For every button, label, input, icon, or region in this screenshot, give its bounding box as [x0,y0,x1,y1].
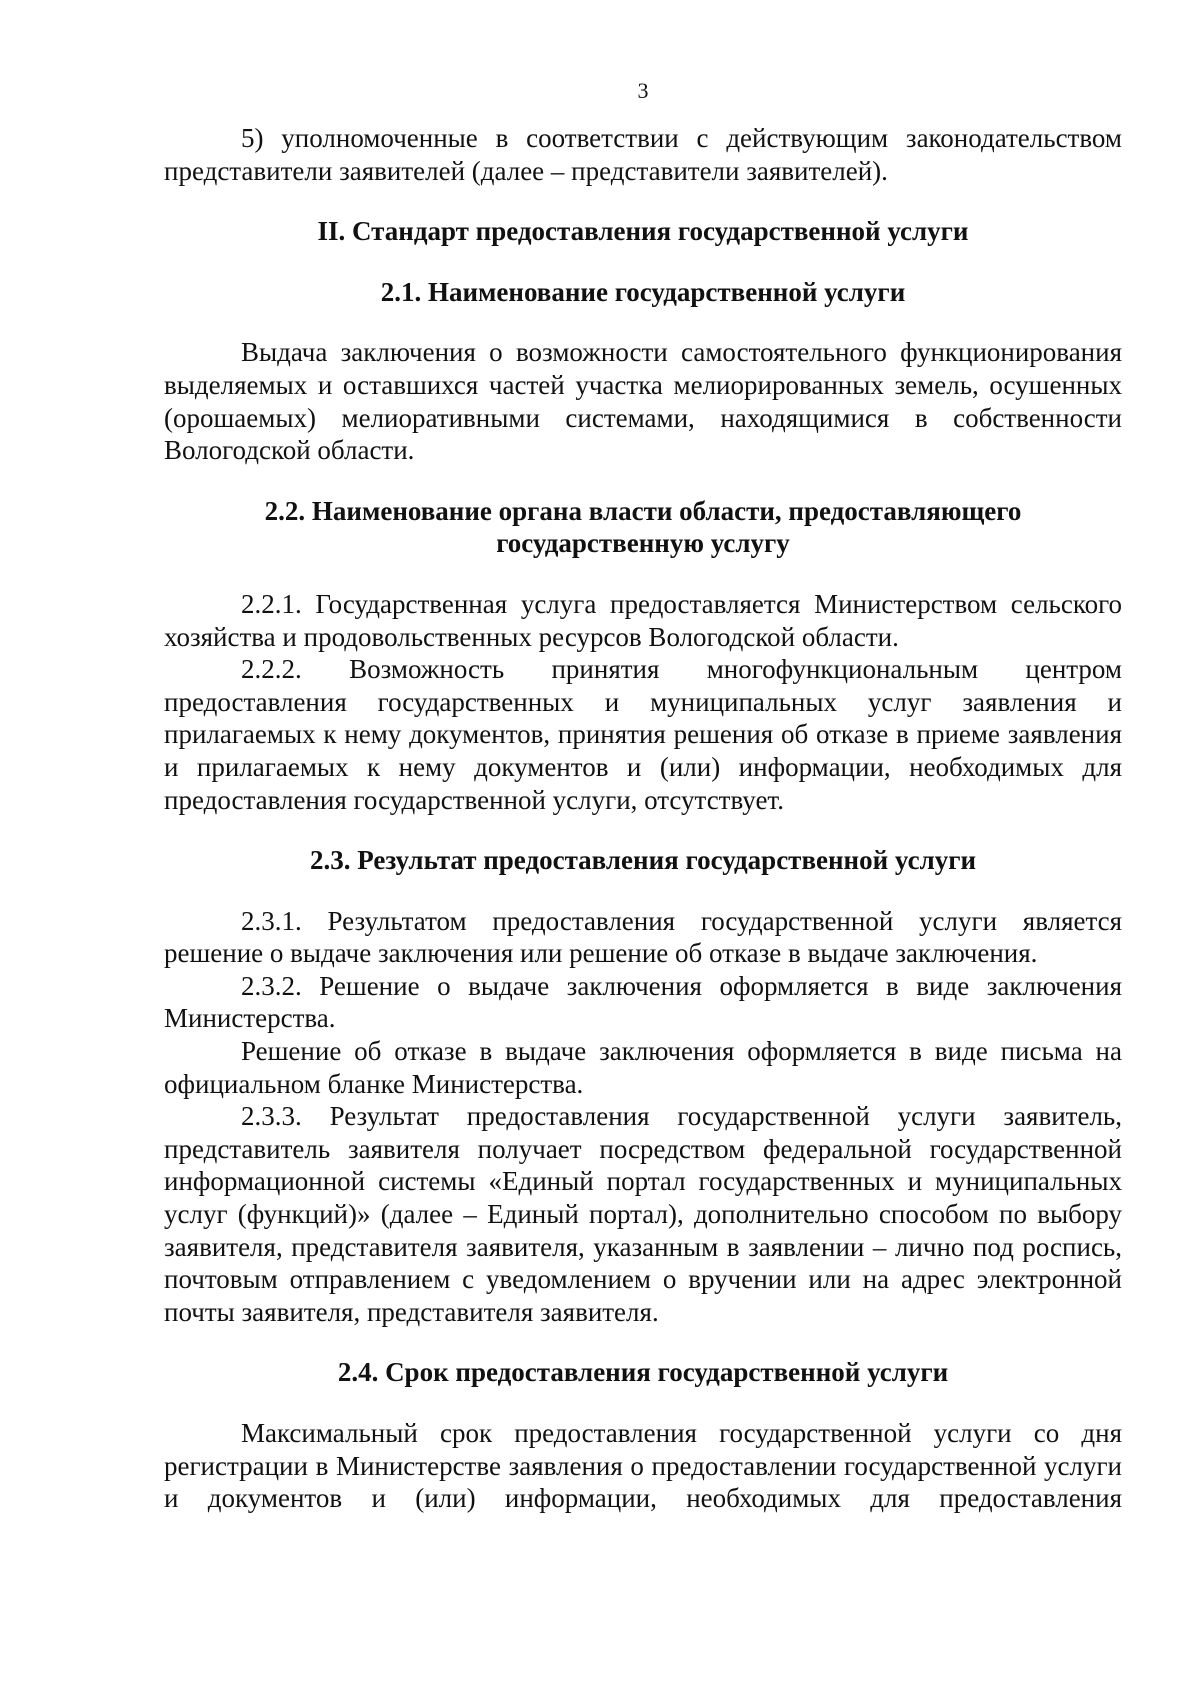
heading-2-3: 2.3. Результат предоставления государственной услуги [309,845,977,876]
page-number: 3 [637,78,649,103]
paragraph-2-3-2: 2.3.2. Решение о выдаче заключения оформляется в виде заключения Министерства. [164,970,1122,1034]
document-page [164,78,1122,1515]
heading-2-4: 2.4. Срок предоставления государственной услуги [337,1357,949,1388]
heading-2-1: 2.1. Наименование государственной услуги [380,276,906,307]
paragraph-2-4: Максимальный срок предоставления государственной услуги со дня регистрации в Министерстве заявления о предоставлении государственной услуги и документов и (или) информации, необходимых для предоставления [164,1418,1122,1514]
paragraph-2-1: Выдача заключения о возможности самостоятельного функционирования выделяемых и оставшихся частей участка мелиорированных земель, осушенных (орошаемых) мелиоративными системами, находящимися в собственности Вологодской области. [164,337,1122,466]
paragraph-2-2-2: 2.2.2. Возможность принятия многофункциональным центром предоставления государственных и муниципальных услуг заявления и прилагаемых к нему документов, принятия решения об отказе в приеме заявления и прилагаемых к нему документов и (или) информации, необходимых для предоставления государственной услуги, отсутствует. [164,654,1122,815]
intro-paragraph: 5) уполномоченные в соответствии с действующим законодательством представители заявителей (далее – представители заявителей). [164,123,1122,186]
heading-2-2: 2.2. Наименование органа власти области, предоставляющего государственную услугу [264,495,1022,559]
paragraph-2-3-2-refusal: Решение об отказе в выдаче заключения оформляется в виде письма на официальном бланке Министерства. [164,1036,1122,1099]
paragraph-2-3-3: 2.3.3. Результат предоставления государственной услуги заявитель, представитель заявителя получает посредством федеральной государственной информационной системы «Единый портал государственных и муниципальных услуг (функций)» (далее – Единый портал), дополнительно способом по выбору заявителя, представителя заявителя, указанным в заявлении – лично под роспись, почтовым отправлением с уведомлением о вручении или на адрес электронной почты заявителя, представителя заявителя. [164,1101,1122,1327]
paragraph-2-2-1: 2.2.1. Государственная услуга предоставляется Министерством сельского хозяйства и продовольственных ресурсов Вологодской области. [164,588,1122,652]
section-title: II. Стандарт предоставления государственной услуги [317,216,969,247]
paragraph-2-3-1: 2.3.1. Результатом предоставления государственной услуги является решение о выдаче заключения или решение об отказе в выдаче заключения. [164,905,1122,969]
